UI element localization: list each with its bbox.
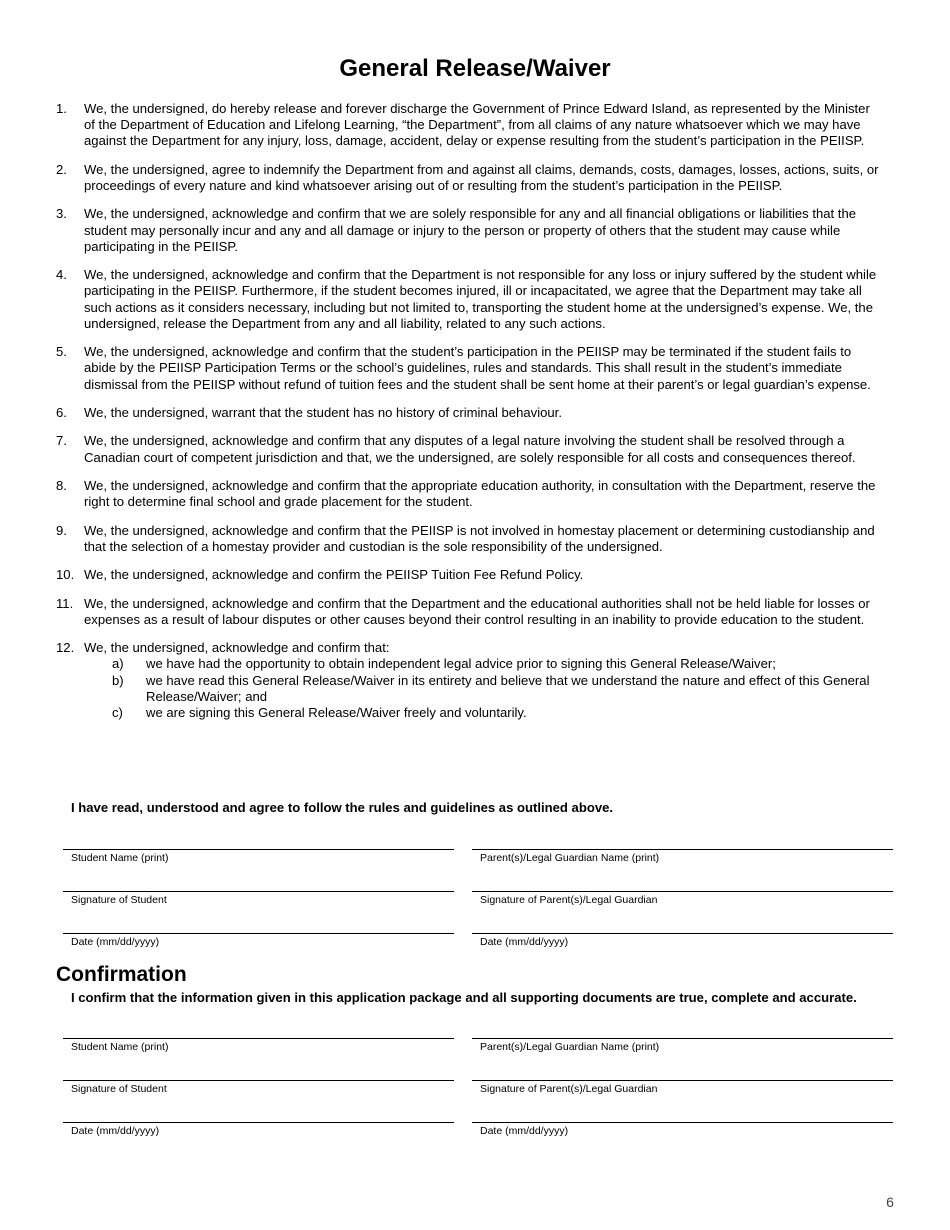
clause-item [56,101,884,150]
clause-number: 11. [56,595,74,611]
clause-list [56,101,884,733]
student-signature-label: Signature of Student [71,1083,167,1095]
clause-text: We, the undersigned, warrant that the student has no history of criminal behaviour. [84,404,562,420]
clause-text: We, the undersigned, acknowledge and confirm that the Department is not responsible for any loss or injury suffered by the student while participating in the PEIISP. Furthermore, if the student becomes injured, ill or incapacitated, we agree that the Department may take all such actions as it considers necessary, including but not limited to, transporting the student home at the undersigned’s expense. We, the undersigned, release the Department from any and all liability, related to any such actions. [84,267,877,331]
subclause-letter: b) [112,672,124,688]
clause-number: 7. [56,433,67,449]
clause-number: 3. [56,206,67,222]
confirmation-heading: Confirmation [56,963,187,986]
parent-date-label: Date (mm/dd/yyyy) [480,1125,569,1137]
parent-date-label: Date (mm/dd/yyyy) [480,936,569,948]
parent-signature-field[interactable] [472,891,893,912]
clause-item [56,596,884,628]
confirm-parent-name-field[interactable] [472,1038,893,1059]
clause-item [56,162,884,194]
clause-item [56,344,884,393]
clause-text: We, the undersigned, acknowledge and confirm the PEIISP Tuition Fee Refund Policy. [84,567,584,583]
clause-number: 5. [56,344,67,360]
student-signature-field[interactable] [63,891,454,912]
clause-number: 10. [56,567,75,583]
student-name-field[interactable] [63,849,454,870]
student-name-label: Student Name (print) [71,1041,169,1053]
subclause-item [84,673,884,705]
clause-text: We, the undersigned, acknowledge and confirm that the student’s participation in the PEIISP may be terminated if the student fails to abide by the PEIISP Participation Terms or the school’s guidelines, rules and standards. This shall result in the student’s immediate dismissal from the PEIISP without refund of tuition fees and the student shall be sent home at their parent’s or legal guardian’s expense. [84,344,871,392]
confirm-parent-signature-field[interactable] [472,1080,893,1101]
student-signature-label: Signature of Student [71,894,167,906]
parent-name-field[interactable] [472,849,893,870]
student-date-label: Date (mm/dd/yyyy) [71,1125,160,1137]
clause-item [56,640,884,721]
parent-name-label: Parent(s)/Legal Guardian Name (print) [480,1041,660,1053]
clause-text: We, the undersigned, agree to indemnify the Department from and against all claims, demands, costs, damages, losses, actions, suits, or proceedings of every nature and kind whatsoever arising out of or resulting from the student’s participation in the PEIISP. [84,161,879,193]
subclause-list [84,656,884,721]
clause-text: We, the undersigned, acknowledge and confirm that the Department and the educational authorities shall not be held liable for losses or expenses as a result of labour disputes or other causes beyond their control resulting in an inability to provide education to the student. [84,595,870,627]
clause-number: 8. [56,477,67,493]
subclause-item [84,656,884,672]
clause-number: 6. [56,404,67,420]
parent-date-field[interactable] [472,933,893,954]
clause-text: We, the undersigned, acknowledge and confirm that: [84,640,390,656]
student-date-field[interactable] [63,933,454,954]
clause-item [56,267,884,332]
page-number: 6 [886,1194,894,1210]
confirm-student-date-field[interactable] [63,1122,454,1143]
subclause-text: we are signing this General Release/Waiver freely and voluntarily. [146,704,527,720]
parent-name-label: Parent(s)/Legal Guardian Name (print) [480,852,660,864]
confirm-parent-date-field[interactable] [472,1122,893,1143]
clause-number: 12. [56,640,75,656]
clause-number: 2. [56,161,67,177]
clause-text: We, the undersigned, do hereby release and forever discharge the Government of Prince Edward Island, as represented by the Minister of the Department of Education and Lifelong Learning, “the Department”, from all claims of any nature whatsoever which we may have against the Department for any injury, loss, damage, accident, delay or expense resulting from the student’s participation in the PEIISP. [84,101,870,149]
clause-number: 1. [56,101,67,116]
confirmation-statement: I confirm that the information given in this application package and all supporting documents are true, complete and accurate. [71,990,857,1005]
clause-item [56,433,884,465]
clause-item [56,206,884,255]
subclause-item [84,705,884,721]
clause-text: We, the undersigned, acknowledge and confirm that the PEIISP is not involved in homestay placement or determining custodianship and that the selection of a homestay provider and custodian is the sole responsibility of the undersigned. [84,522,875,554]
confirm-student-name-field[interactable] [63,1038,454,1059]
subclause-text: we have had the opportunity to obtain independent legal advice prior to signing this General Release/Waiver; [146,656,776,672]
subclause-letter: c) [112,704,123,720]
page-title: General Release/Waiver [339,55,611,82]
clause-item [56,523,884,555]
clause-item [56,405,884,421]
student-date-label: Date (mm/dd/yyyy) [71,936,160,948]
agreement-statement: I have read, understood and agree to follow the rules and guidelines as outlined above. [71,800,614,815]
clause-text: We, the undersigned, acknowledge and confirm that the appropriate education authority, in consultation with the Department, reserve the right to determine final school and grade placement for the student. [84,477,876,510]
subclause-text: we have read this General Release/Waiver in its entirety and believe that we understand the nature and effect of this General Release/Waiver; and [146,672,870,704]
confirm-student-signature-field[interactable] [63,1080,454,1101]
clause-number: 4. [56,267,67,283]
clause-text: We, the undersigned, acknowledge and confirm that any disputes of a legal nature involving the student shall be resolved through a Canadian court of competent jurisdiction and that, we the undersigned, are solely responsible for all costs and consequences thereof. [84,433,856,465]
parent-signature-label: Signature of Parent(s)/Legal Guardian [480,1083,658,1095]
parent-signature-label: Signature of Parent(s)/Legal Guardian [480,894,658,906]
clause-item [56,567,884,583]
subclause-letter: a) [112,656,124,672]
clause-text: We, the undersigned, acknowledge and confirm that we are solely responsible for any and all financial obligations or liabilities that the student may personally incur and any and all damage or injury to the person or property of others that the student may cause while participating in the PEIISP. [84,206,857,254]
student-name-label: Student Name (print) [71,852,169,864]
clause-item [56,478,884,510]
clause-number: 9. [56,522,67,538]
